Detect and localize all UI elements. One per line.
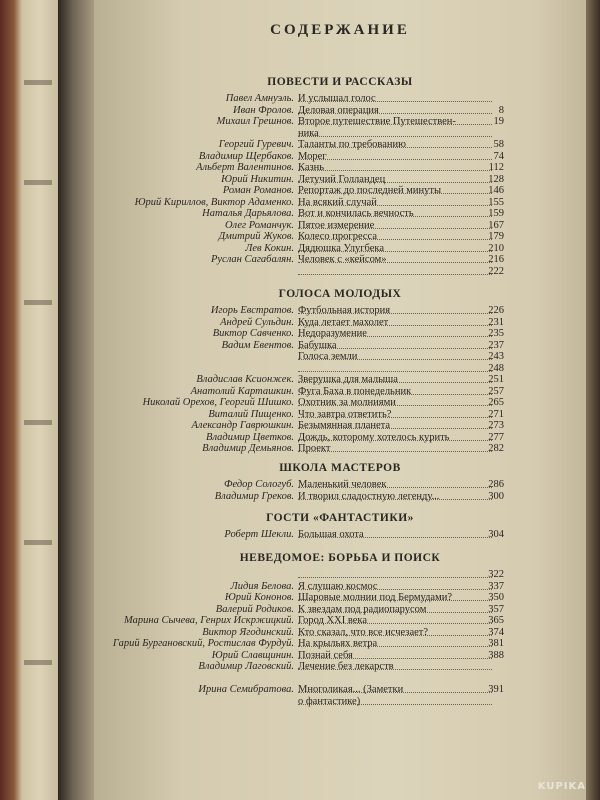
entry-page-number: 74 [493, 150, 504, 162]
entry-page-number: 357 [488, 603, 504, 615]
entry-title: Репортаж до последней минуты [298, 185, 442, 196]
entry-title: И творил сладостную легенду... [298, 490, 440, 502]
entry-page-number: 381 [488, 638, 504, 649]
entry-page-number: 322 [488, 569, 504, 580]
entry-page-number: 251 [488, 374, 504, 385]
entry-page-number: 210 [488, 242, 504, 254]
left-page-edge [0, 0, 58, 800]
entry-page-number: 350 [488, 592, 504, 603]
entry-page-number: 19 [493, 116, 504, 127]
entry-author: Роман Романов. [222, 185, 294, 196]
entry-title: Большая охота [298, 529, 364, 540]
entry-page-number: 128 [488, 173, 504, 185]
section-heading: ГОЛОСА МОЛОДЫХ [278, 288, 402, 300]
section-heading: ШКОЛА МАСТЕРОВ [279, 462, 401, 474]
contents-page [94, 0, 586, 800]
entry-page-number: 237 [488, 339, 504, 351]
entry-title: Недоразумение [298, 328, 367, 339]
entry-author: Виктор Савченко. [212, 328, 294, 339]
entry-page-number: 337 [488, 580, 504, 592]
watermark: KUPIKA [537, 781, 586, 792]
entry-author: Виктор Ягодинский. [202, 626, 294, 638]
entry-title: Футбольная история [298, 305, 391, 316]
entry-author: Юрий Кононов. [224, 592, 294, 603]
entry-title: Второе путешествие Путешествен- [298, 116, 456, 127]
entry-title: Зверушка для малыша [298, 374, 398, 385]
toc-entry [94, 265, 586, 279]
entry-title: Город XXI века [298, 615, 368, 626]
entry-author: Лев Кокин. [245, 242, 294, 254]
entry-page-number: 374 [488, 626, 504, 638]
entry-page-number: 273 [488, 420, 504, 431]
entry-title: Познай себя [298, 649, 353, 661]
entry-page-number: 231 [488, 316, 504, 328]
entry-title: Шаровые молнии под Бермудами? [298, 592, 453, 603]
entry-page-number: 365 [488, 615, 504, 626]
entry-author: Ирина Семибратова. [198, 684, 294, 695]
right-page-edge [586, 0, 600, 800]
entry-page-number: 391 [488, 684, 504, 695]
entry-author: Гарий Бургановский, Ростислав Фурдуй. [112, 638, 294, 649]
entry-title: Деловая операция [298, 104, 379, 116]
entry-page-number: 265 [488, 397, 504, 408]
entry-title: На всякий случай [298, 196, 377, 208]
dot-leader [298, 274, 492, 275]
entry-title: Вот и кончилась вечность [298, 208, 414, 219]
page-title: СОДЕРЖАНИЕ [270, 22, 410, 38]
entry-author: Юрий Кириллов, Виктор Адаменко. [134, 196, 294, 208]
entry-page-number: 58 [493, 139, 504, 150]
entry-page-number: 112 [488, 162, 504, 173]
section-heading: ПОВЕСТИ И РАССКАЗЫ [267, 76, 413, 88]
entry-page-number: 167 [488, 219, 504, 231]
entry-page-number: 216 [488, 254, 504, 265]
section-heading: ГОСТИ «ФАНТАСТИКИ» [266, 512, 414, 524]
entry-title: Куда летает махолет [298, 316, 389, 328]
toc-entry [94, 695, 586, 709]
dot-leader [298, 159, 492, 160]
dot-leader [298, 136, 492, 137]
entry-author: Владимир Щербаков. [198, 150, 294, 162]
entry-author: Владимир Лаговский. [198, 661, 294, 672]
entry-author: Вадим Евентов. [221, 339, 294, 351]
entry-author: Георгий Гуревич. [218, 139, 294, 150]
entry-author: Анатолий Карташкин. [190, 385, 294, 397]
entry-author: Дмитрий Жуков. [218, 231, 294, 242]
entry-author: Владимир Демьянов. [202, 443, 294, 454]
entry-page-number: 235 [488, 328, 504, 339]
entry-title: Маленький человек [298, 479, 387, 490]
entry-author: Наталья Дарьялова. [202, 208, 294, 219]
entry-title: Проект [298, 443, 331, 454]
entry-title: Что завтра ответить? [298, 408, 392, 420]
entry-page-number: 146 [488, 185, 504, 196]
entry-page-number: 277 [488, 431, 504, 443]
entry-title: Бабушка [298, 339, 337, 351]
toc-entry [94, 490, 586, 504]
entry-title: К звездам под радиопарусом [298, 603, 427, 615]
entry-title: о фантастике) [298, 695, 361, 707]
section-heading: НЕВЕДОМОЕ: БОРЬБА И ПОИСК [239, 552, 441, 564]
entry-author: Павел Амнуэль. [225, 93, 294, 104]
entry-page-number: 155 [488, 196, 504, 208]
book-gutter [58, 0, 94, 800]
entry-author: Олег Романчук. [224, 219, 294, 231]
entry-author: Иван Фролов. [233, 104, 294, 116]
entry-title: Таланты по требованию [298, 139, 406, 150]
entry-author: Владимир Цветков. [206, 431, 294, 443]
entry-page-number: 271 [488, 408, 504, 420]
entry-author: Николай Орехов, Георгий Шишко. [142, 397, 294, 408]
entry-author: Александр Гаврюшкин. [191, 420, 294, 431]
entry-title: Морег [298, 150, 327, 162]
entry-title: На крыльях ветра [298, 638, 378, 649]
entry-title: Человек с «кейсом» [298, 254, 387, 265]
dot-leader [298, 577, 492, 578]
entry-author: Виталий Пищенко. [208, 408, 294, 420]
entry-page-number: 257 [488, 385, 504, 397]
entry-title: Казнь [298, 162, 325, 173]
entry-author: Михаил Грешнов. [216, 116, 294, 127]
entry-author: Юрий Славщинин. [211, 649, 294, 661]
entry-title: Дождь, которому хотелось курить [298, 431, 450, 443]
entry-title: Колесо прогресса [298, 231, 377, 242]
entry-title: И услышал голос [298, 93, 376, 104]
entry-author: Марина Сычева, Генрих Искржицкий. [124, 615, 294, 626]
entry-page-number: 222 [488, 265, 504, 277]
entry-author: Андрей Сульдин. [220, 316, 294, 328]
entry-page-number: 388 [488, 649, 504, 661]
entry-author: Федор Сологуб. [224, 479, 294, 490]
entry-title: Безымянная планета [298, 420, 391, 431]
toc-entry [94, 528, 586, 542]
entry-title: Дядюшка Улугбека [298, 242, 385, 254]
dot-leader [298, 170, 492, 171]
toc-entry [94, 442, 586, 456]
entry-page-number: 243 [488, 351, 504, 362]
entry-page-number: 8 [498, 104, 504, 116]
entry-author: Руслан Сагабалян. [210, 254, 294, 265]
entry-page-number: 226 [488, 305, 504, 316]
entry-title: Голоса земли [298, 351, 358, 362]
entry-author: Роберт Шекли. [224, 529, 294, 540]
entry-page-number: 304 [488, 529, 504, 540]
entry-title: Фуга Баха в понедельник [298, 385, 412, 397]
entry-page-number: 248 [488, 362, 504, 374]
entry-page-number: 179 [488, 231, 504, 242]
entry-author: Игорь Евстратов. [210, 305, 294, 316]
entry-title: Многоликая... (Заметки [298, 684, 404, 695]
entry-author: Альберт Валентинов. [196, 162, 294, 173]
entry-author: Юрий Никитин. [221, 173, 294, 185]
entry-title: Лечение без лекарств [298, 661, 394, 672]
entry-page-number: 159 [488, 208, 504, 219]
entry-title: Я слушаю космос [298, 580, 378, 592]
entry-author: Валерий Родиков. [215, 603, 294, 615]
entry-page-number: 286 [488, 479, 504, 490]
entry-page-number: 282 [488, 443, 504, 454]
entry-author: Лидия Белова. [230, 580, 294, 592]
entry-page-number: 300 [488, 490, 504, 502]
entry-author: Владислав Ксионжек. [196, 374, 294, 385]
entry-author: Владимир Греков. [214, 490, 294, 502]
entry-title: Охотник за молниями [298, 397, 396, 408]
entry-title: Летучий Голландец [298, 173, 386, 185]
entry-title: ника [298, 127, 319, 139]
entry-title: Пятое измерение [298, 219, 375, 231]
entry-title: Кто сказал, что все исчезает? [298, 626, 429, 638]
dot-leader [298, 371, 492, 372]
